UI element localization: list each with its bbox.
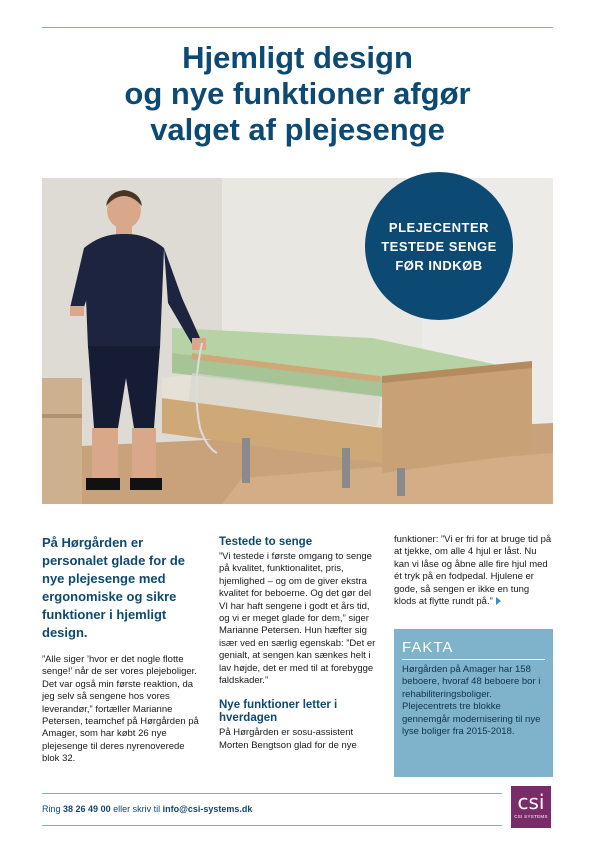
lead-paragraph: På Hørgården er personalet glade for de nye plejesenge med ergonomiske og sikre funktioner i hjemligt design. [42, 535, 186, 640]
footer-phone[interactable]: 38 26 49 00 [63, 804, 111, 814]
top-rule [42, 27, 553, 28]
footer-rule-bottom [42, 825, 502, 826]
column-3-paragraph [394, 534, 552, 608]
intro-paragraph: ”Alle siger ’hvor er det nogle flotte senge!’ når de ser vores plejeboliger. Det var også min første reaktion, da jeg selv så sengene hos vores leverandør,” fortæller Marianne Petersen, teamchef på Hørgården på Amager, som har købt 26 nye plejesenge til deres nyrenoverede blok 32. [42, 654, 199, 765]
fakta-box [394, 629, 553, 777]
title-line-1: Hjemligt design [182, 40, 413, 75]
footer-prefix: Ring [42, 804, 61, 814]
csi-logo [511, 786, 551, 828]
continue-arrow-icon [496, 597, 501, 605]
fakta-title: FAKTA [402, 639, 454, 656]
badge-line-3: FØR INDKØB [395, 257, 483, 273]
badge-line-1: PLEJECENTER [388, 219, 490, 235]
column-3 [394, 534, 552, 608]
logo-mark: csi [517, 790, 545, 814]
column-2 [219, 528, 377, 752]
footer-email-link[interactable]: info@csi-systems.dk [162, 804, 253, 814]
footer-contact [42, 804, 252, 814]
badge-line-2: TESTEDE SENGE [381, 238, 497, 254]
section-text-nye-funktioner: På Hørgården er sosu-assistent Morten Bengtson glad for de nye [219, 727, 357, 751]
title-line-2: og nye funktioner afgør [124, 76, 471, 111]
column-1 [42, 528, 202, 766]
section-text-testede: ”Vi testede i første omgang to senge på kvalitet, funktionalitet, pris, hjemlighed – og om de giver ekstra kvalitet for beboerne. Og det gør del VI har haft sengene i godt et års tid, og vi er meget glade for dem,” siger Marianne Petersen. Hun hæfter sig især ved en særlig egenskab: ”Det er genialt, at sengen kan sænkes helt i lav højde, det er med til at forebygge faldskader.” [219, 551, 376, 687]
fakta-text: Hørgården på Amager har 158 beboere, hvoraf 48 beboere bor i rehabiliteringsboliger. Plejecentrets tre blokke gennemgår modernisering til nye lyse boliger fra 2015-2018. [402, 664, 541, 738]
title-line-3: valget af plejesenge [150, 112, 445, 147]
fakta-divider [402, 659, 545, 660]
footer-rule-top [42, 793, 502, 794]
section-heading-nye-funktioner: Nye funktioner letter i hverdagen [219, 699, 338, 725]
column-3-text: funktioner: ”Vi er fri for at bruge tid på at tjekke, om alle 4 hjul er låst. Nu kan vi låse og åbne alle fire hjul med ét tryk på en fodpedal. Hjulene er gode, så sengen er ikke en tung klods at flytte rundt på.” [394, 534, 552, 608]
footer-middle: eller skriv til [113, 804, 161, 814]
logo-name: CSI SYSTEMS [514, 814, 548, 819]
section-heading-testede: Testede to senge [219, 536, 313, 548]
badge-circle [365, 172, 513, 320]
page-title [42, 40, 553, 148]
